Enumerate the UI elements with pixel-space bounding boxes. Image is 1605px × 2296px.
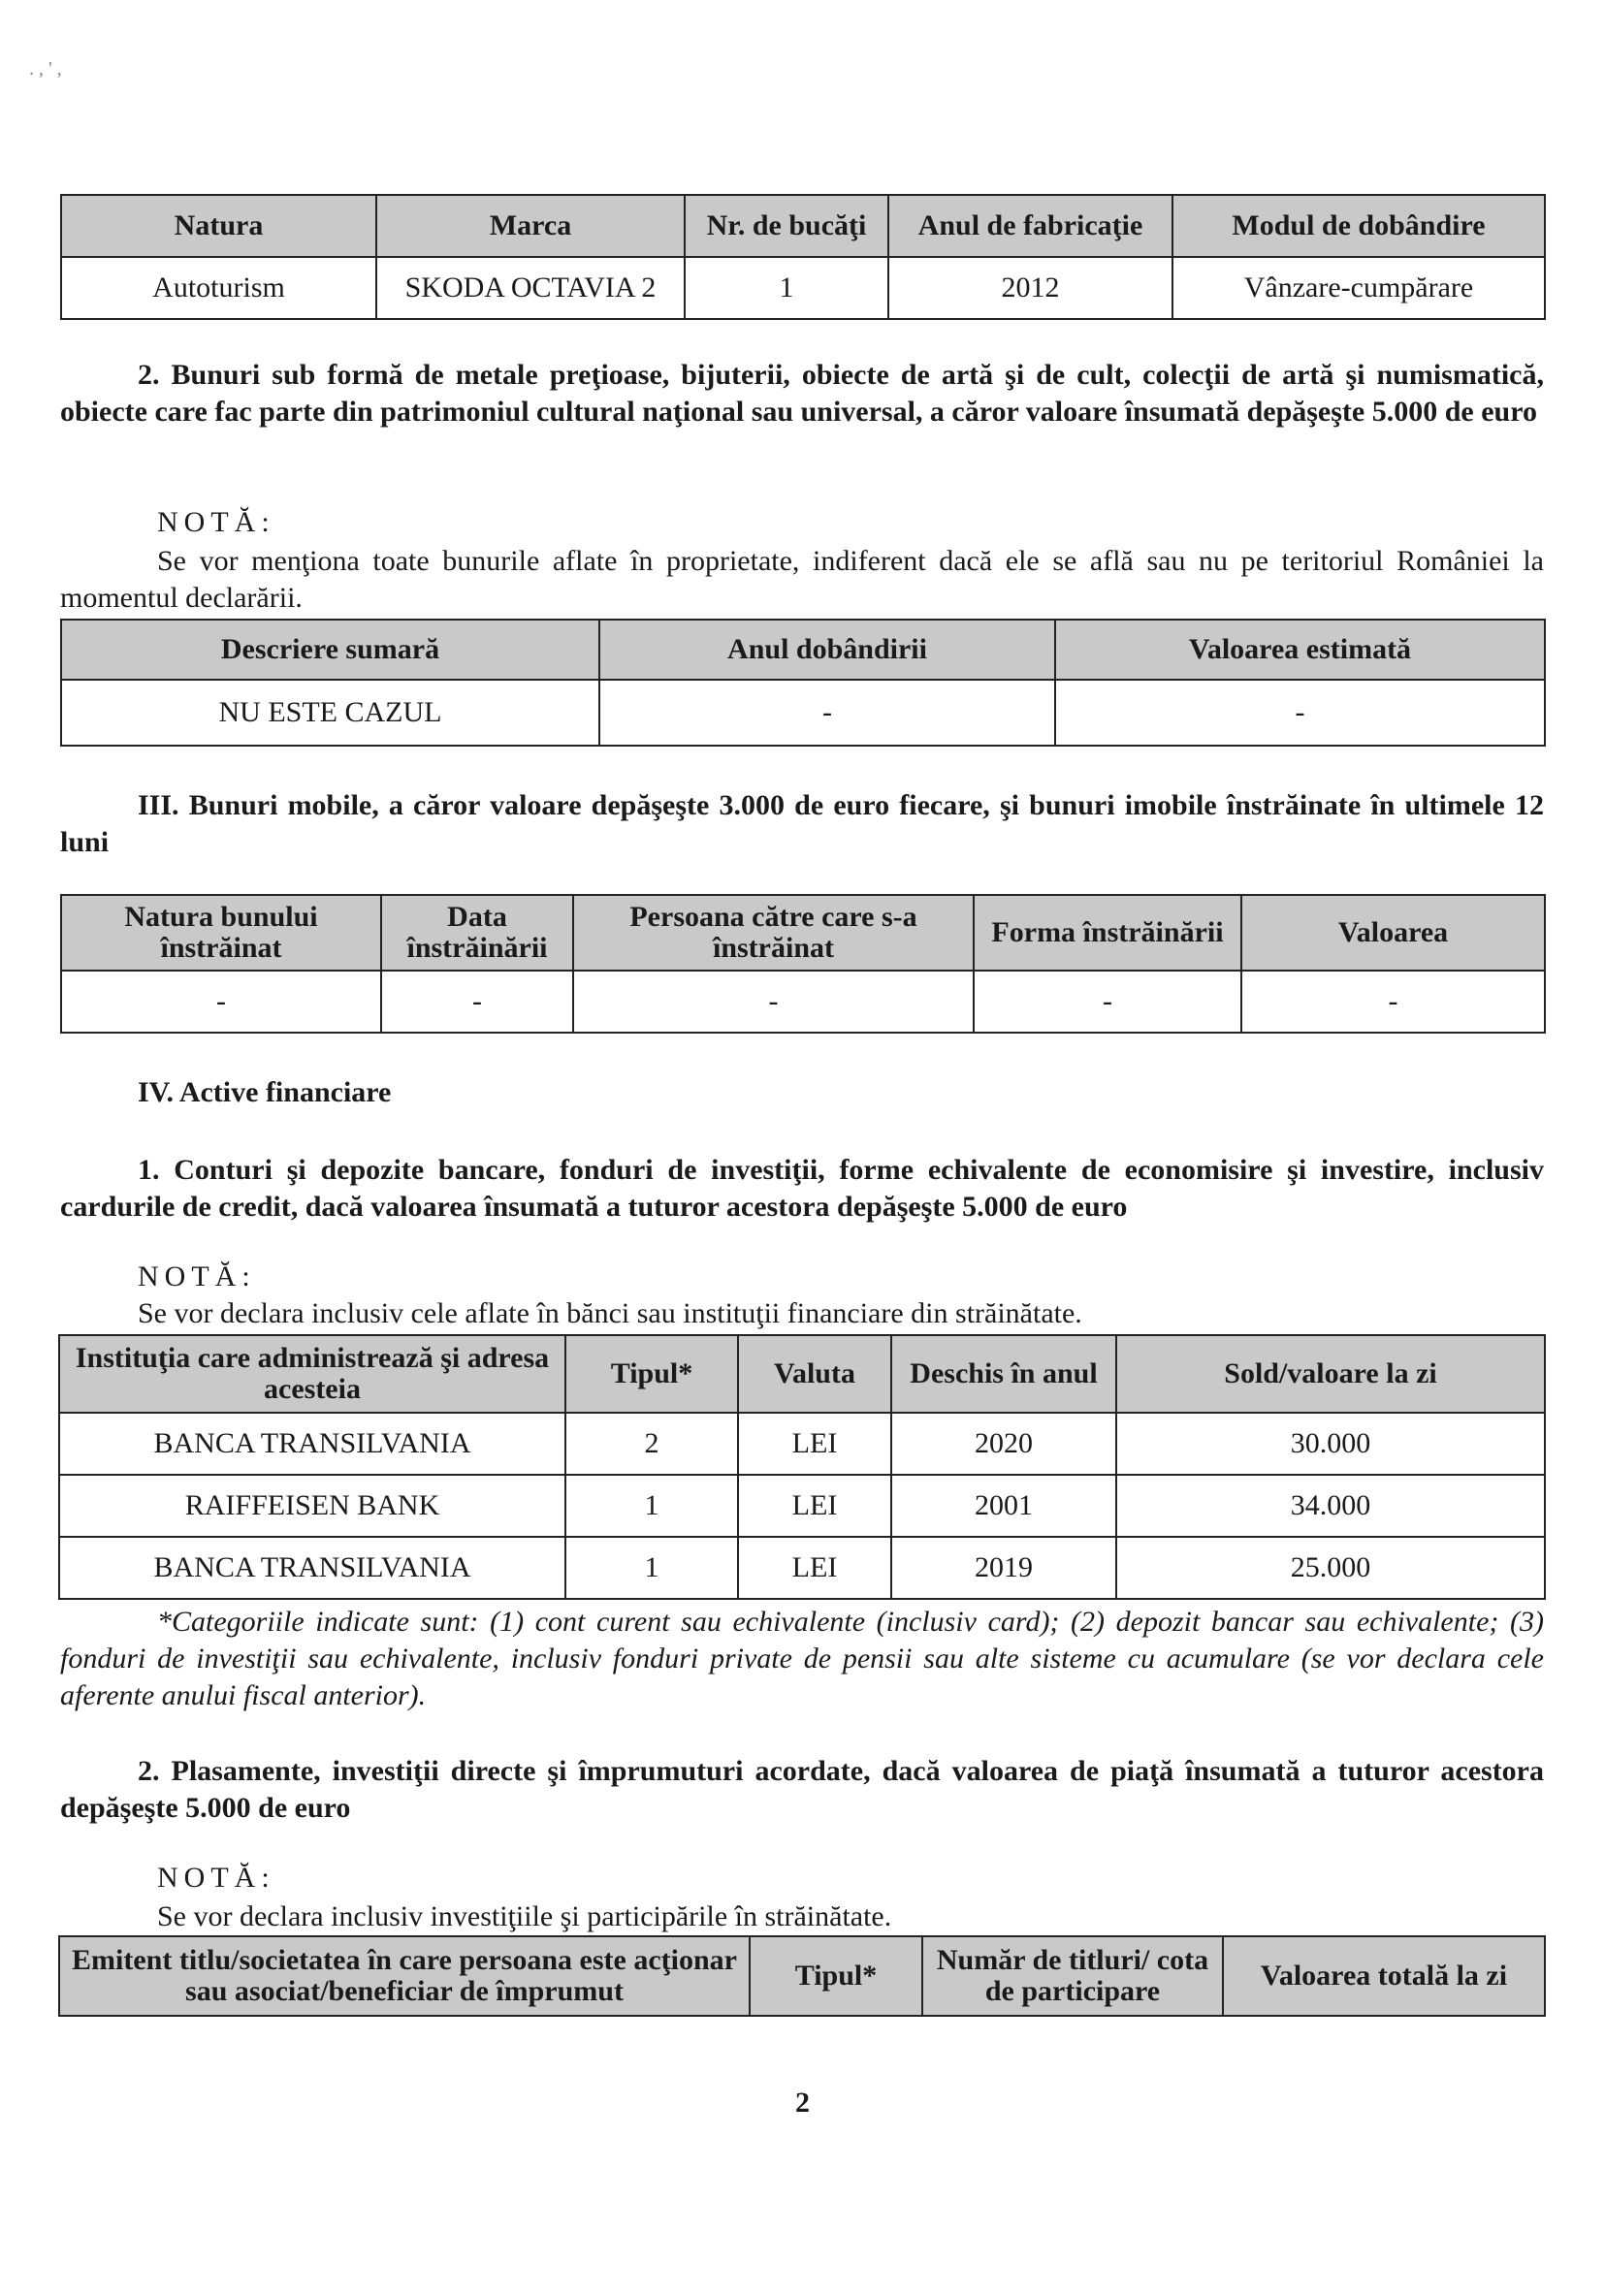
investments-header-tipul: Tipul* xyxy=(750,1936,922,2016)
accounts-header-deschis: Deschis în anul xyxy=(891,1335,1116,1413)
vehicles-header-natura: Natura xyxy=(61,195,376,257)
table-cell: Vânzare-cumpărare xyxy=(1172,257,1545,319)
table-cell: 2019 xyxy=(891,1537,1116,1599)
valuables-header-valoarea: Valoarea estimată xyxy=(1055,620,1545,680)
scan-specks: . , ' , xyxy=(29,58,62,80)
alienated-header-data: Data înstrăinării xyxy=(381,895,573,971)
table-row xyxy=(59,1475,1545,1537)
section-2-heading: 2. Bunuri sub formă de metale preţioase, bijuterii, obiecte de artă şi de cult, colecţii de artă şi numismatică, obiecte care fac parte din patrimoniul cultural naţional sau universal, a căror valoare însumată depăşeşte 5.000 de euro xyxy=(60,359,1544,428)
table-cell: 2001 xyxy=(891,1475,1116,1537)
table-cell: RAIFFEISEN BANK xyxy=(59,1475,565,1537)
table-row xyxy=(61,971,1545,1033)
alienated-table xyxy=(60,894,1546,1034)
vehicles-header-anul-fabricatie: Anul de fabricaţie xyxy=(888,195,1172,257)
investments-header-valoarea-totala: Valoarea totală la zi xyxy=(1223,1936,1545,2016)
vehicles-table xyxy=(60,194,1546,320)
table-cell: 34.000 xyxy=(1116,1475,1545,1537)
table-cell: - xyxy=(381,971,573,1033)
table-row xyxy=(59,1413,1545,1475)
table-cell: - xyxy=(573,971,974,1033)
table-cell: 1 xyxy=(565,1475,738,1537)
section-2-nota-text: Se vor menţiona toate bunurile aflate în proprietate, indiferent dacă ele se află sau nu pe teritoriul României la momentul declarării. xyxy=(60,545,1544,614)
table-cell: - xyxy=(974,971,1241,1033)
table-cell: NU ESTE CAZUL xyxy=(61,680,599,746)
section-2-nota-label: NOTĂ: xyxy=(157,506,275,538)
accounts-header-sold: Sold/valoare la zi xyxy=(1116,1335,1545,1413)
table-cell: - xyxy=(61,971,381,1033)
table-cell: 2020 xyxy=(891,1413,1116,1475)
section-4-sub1-nota-label: NOTĂ: xyxy=(138,1260,256,1292)
table-cell: - xyxy=(599,680,1055,746)
table-cell: - xyxy=(1055,680,1545,746)
table-cell: BANCA TRANSILVANIA xyxy=(59,1537,565,1599)
section-4-sub1-nota-text: Se vor declara inclusiv cele aflate în bănci sau instituţii financiare din străinătate. xyxy=(138,1297,1082,1329)
section-4-sub2-nota-label: NOTĂ: xyxy=(157,1862,275,1894)
section-3-heading: III. Bunuri mobile, a căror valoare depăşeşte 3.000 de euro fiecare, şi bunuri imobile înstrăinate în ultimele 12 luni xyxy=(60,789,1544,858)
table-cell: 2012 xyxy=(888,257,1172,319)
vehicles-header-modul-dobandire: Modul de dobândire xyxy=(1172,195,1545,257)
section-4-sub2-nota-text: Se vor declara inclusiv investiţiile şi participările în străinătate. xyxy=(157,1900,892,1932)
vehicles-header-marca: Marca xyxy=(376,195,685,257)
investments-table xyxy=(58,1935,1546,2017)
table-cell: 1 xyxy=(685,257,888,319)
alienated-header-valoarea: Valoarea xyxy=(1241,895,1545,971)
table-row xyxy=(61,257,1545,319)
table-cell: SKODA OCTAVIA 2 xyxy=(376,257,685,319)
accounts-header-valuta: Valuta xyxy=(738,1335,891,1413)
categories-footnote: *Categoriile indicate sunt: (1) cont curent sau echivalente (inclusiv card); (2) depozit bancar sau echivalente; (3) fonduri de investiţii sau echivalente, inclusiv fonduri private de pensii sau alte sisteme cu acumulare (se vor declara cele aferente anului fiscal anterior). xyxy=(60,1606,1544,1711)
alienated-header-forma: Forma înstrăinării xyxy=(974,895,1241,971)
table-cell: 1 xyxy=(565,1537,738,1599)
accounts-header-tipul: Tipul* xyxy=(565,1335,738,1413)
vehicles-header-nr-bucati: Nr. de bucăţi xyxy=(685,195,888,257)
valuables-header-anul-dobandirii: Anul dobândirii xyxy=(599,620,1055,680)
section-4-heading: IV. Active financiare xyxy=(138,1076,392,1108)
table-cell: LEI xyxy=(738,1413,891,1475)
table-row xyxy=(61,680,1545,746)
valuables-header-descriere: Descriere sumară xyxy=(61,620,599,680)
table-cell: BANCA TRANSILVANIA xyxy=(59,1413,565,1475)
alienated-header-persoana: Persoana către care s-a înstrăinat xyxy=(573,895,974,971)
accounts-header-institutia: Instituţia care administrează şi adresa acesteia xyxy=(59,1335,565,1413)
table-cell: 30.000 xyxy=(1116,1413,1545,1475)
table-cell: - xyxy=(1241,971,1545,1033)
section-4-sub1-heading: 1. Conturi şi depozite bancare, fonduri de investiţii, forme echivalente de economisire şi investire, inclusiv cardurile de credit, dacă valoarea însumată a tuturor acestora depăşeşte 5.000 de euro xyxy=(60,1154,1544,1223)
investments-header-numar-titluri: Număr de titluri/ cota de participare xyxy=(922,1936,1223,2016)
table-cell: 25.000 xyxy=(1116,1537,1545,1599)
section-4-sub2-heading: 2. Plasamente, investiţii directe şi împrumuturi acordate, dacă valoarea de piaţă însumată a tuturor acestora depăşeşte 5.000 de euro xyxy=(60,1755,1544,1824)
alienated-header-natura: Natura bunului înstrăinat xyxy=(61,895,381,971)
table-cell: LEI xyxy=(738,1475,891,1537)
accounts-table xyxy=(58,1334,1546,1600)
table-row xyxy=(59,1537,1545,1599)
table-cell: 2 xyxy=(565,1413,738,1475)
page-number: 2 xyxy=(795,2087,810,2119)
table-cell: Autoturism xyxy=(61,257,376,319)
investments-header-emitent: Emitent titlu/societatea în care persoana este acţionar sau asociat/beneficiar de împrumut xyxy=(59,1936,750,2016)
table-cell: LEI xyxy=(738,1537,891,1599)
valuables-table xyxy=(60,619,1546,747)
